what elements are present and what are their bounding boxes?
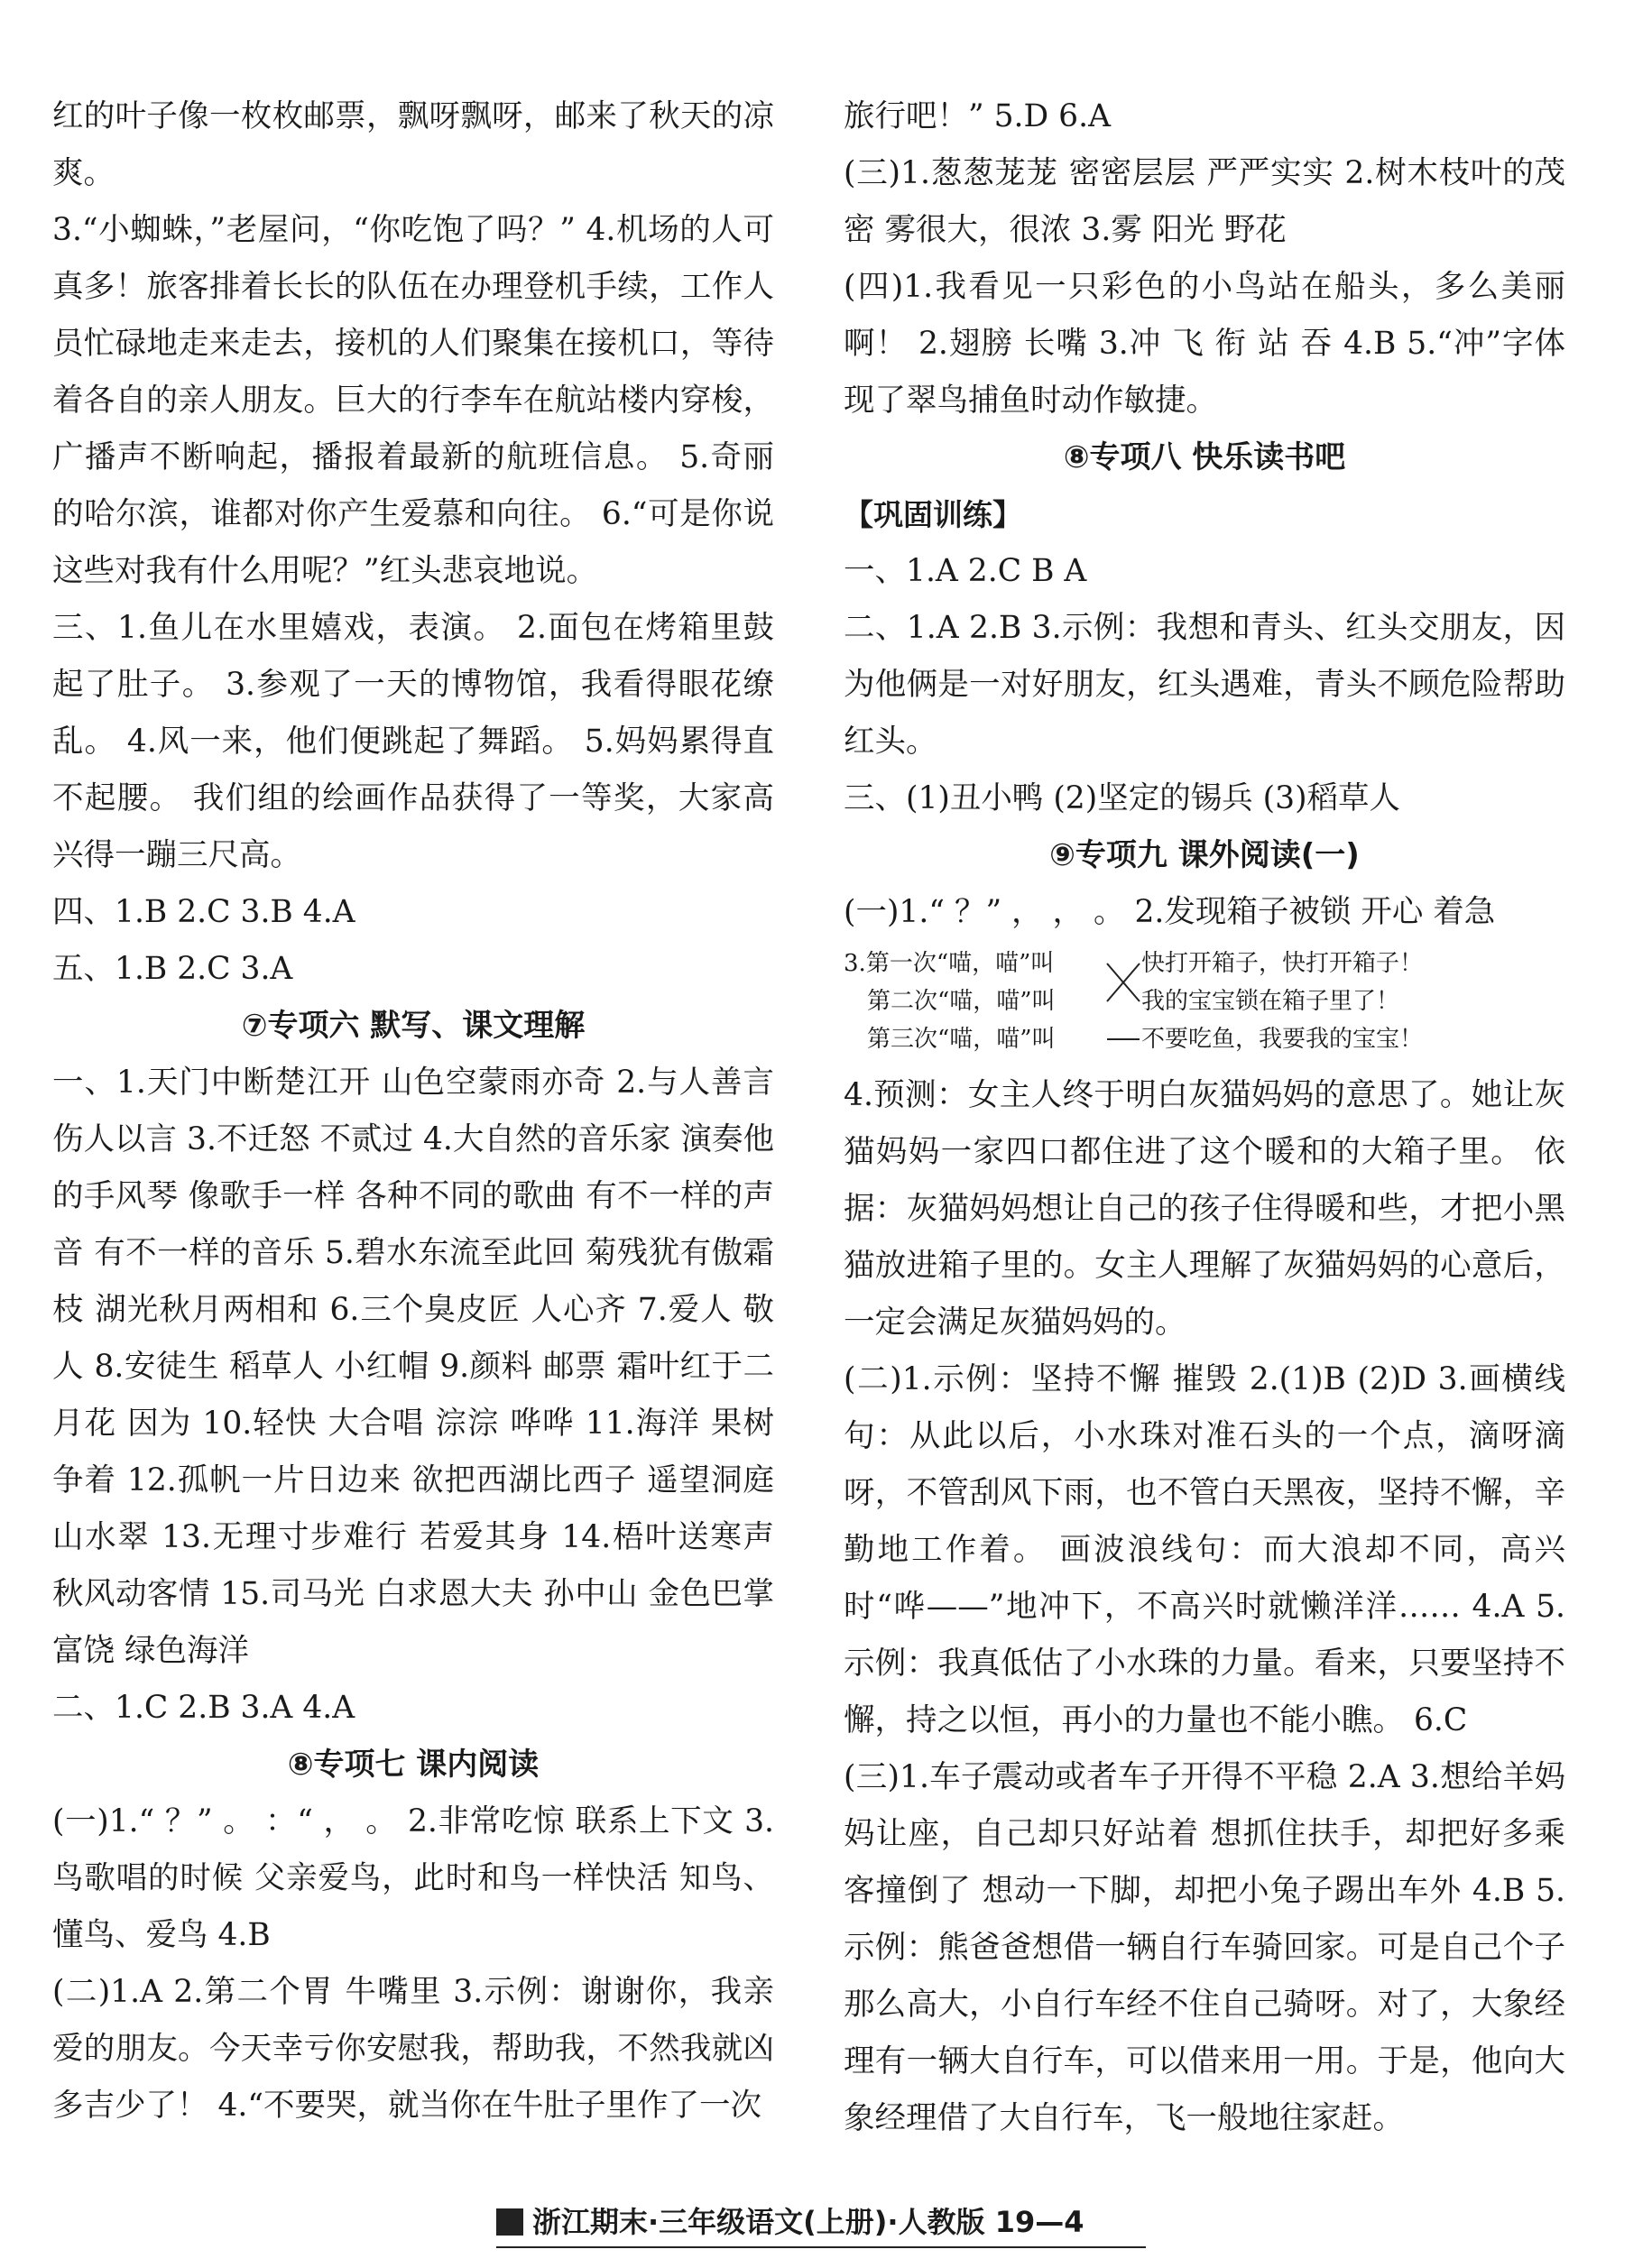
answer-paragraph: (一)1.“ ？” 。 ：“ ， 。 2.非常吃惊 联系上下文 3.鸟歌唱的时候 父亲爱鸟，此时和鸟一样快活 知鸟、懂鸟、爱鸟 4.B (52, 1803, 774, 1953)
match-right-item: 我的宝宝锁在箱子里了！ (1141, 988, 1400, 1015)
subsection-tag: 【巩固训练】 (844, 497, 1022, 532)
match-right-item: 不要吃鱼，我要我的宝宝！ (1141, 1026, 1424, 1053)
answer-paragraph: 一、1.天门中断楚江开 山色空蒙雨亦奇 2.与人善言 伤人以言 3.不迁怒 不贰过 4.大自然的音乐家 演奏他的手风琴 像歌手一样 各种不同的歌曲 有不一样的声音 有不一样的音乐 5.碧水东流至此回 菊残犹有傲霜枝 湖光秋月两相和 6.三个臭皮匠 人心齐 7.爱人 敬人 8.安徒生 稻草人 小红帽 9.颜料 邮票 霜叶红于二月花 因为 10.轻快 大合唱 淙淙 哗哗 11.海洋 果树 争着 12.孤帆一片日边来 欲把西湖比西子 遥望洞庭山水翠 13.无理寸步难行 若爱其身 14.梧叶送寒声 秋风动客情 15.司马光 白求恩大夫 孙中山 金色巴掌 富饶 绿色海洋 (52, 1065, 774, 1669)
answer-paragraph: (三)1.车子震动或者车子开得不平稳 2.A 3.想给羊妈妈让座，自己却只好站着 想抓住扶手，却把好多乘客撞倒了 想动一下脚，却把小兔子踢出车外 4.B 5.示例：熊爸爸想借一辆自行车骑回家。可是自己个子那么高大，小自行车经不住自己骑呀。对了，大象经理有一辆大自行车，可以借来用一用。于是，他向大象经理借了大自行车，飞一般地往家赶。 (844, 1759, 1565, 2136)
answer-paragraph: 一、1.A 2.C B A (844, 553, 1087, 589)
answer-paragraph: 三、1.鱼儿在水里嬉戏，表演。 2.面包在烤箱里鼓起了肚子。 3.参观了一天的博物馆，我看得眼花缭乱。 4.风一来，他们便跳起了舞蹈。 5.妈妈累得直不起腰。 我们组的绘画作品获得了一等奖，大家高兴得一蹦三尺高。 (52, 610, 774, 873)
left-column (52, 88, 774, 2134)
answer-paragraph: 旅行吧！” 5.D 6.A (844, 98, 1111, 134)
match-left-item: 第三次“喵，喵”叫 (867, 1026, 1056, 1053)
answer-paragraph: (二)1.A 2.第二个胃 牛嘴里 3.示例：谢谢你，我亲爱的朋友。今天幸亏你安慰我，帮助我，不然我就凶多吉少了！ 4.“不要哭，就当你在牛肚子里作了一次 (52, 1974, 774, 2124)
page-footer (496, 2201, 1146, 2248)
right-column (844, 88, 1565, 2147)
matching-diagram (844, 945, 1565, 1064)
match-left-item: 第二次“喵，喵”叫 (867, 988, 1056, 1015)
answer-paragraph: 3.“小蜘蛛，”老屋问，“你吃饱了吗？” 4.机场的人可真多！旅客排着长长的队伍在办理登机手续，工作人员忙碌地走来走去，接机的人们聚集在接机口，等待着各自的亲人朋友。巨大的行李车在航站楼内穿梭，广播声不断响起，播报着最新的航班信息。 5.奇丽的哈尔滨，谁都对你产生爱慕和向往。 6.“可是你说这些对我有什么用呢？”红头悲哀地说。 (52, 212, 774, 589)
match-prefix: 3. (844, 950, 866, 977)
match-left-list (844, 945, 1105, 1058)
footer-text: 浙江期末·三年级语文(上册)·人教版 19—4 (532, 2205, 1084, 2239)
answer-paragraph: (三)1.葱葱茏茏 密密层层 严严实实 2.树木枝叶的茂密 雾很大，很浓 3.雾 阳光 野花 (844, 155, 1565, 248)
match-left-item: 第一次“喵，喵”叫 (865, 950, 1055, 977)
answer-paragraph: 四、1.B 2.C 3.B 4.A (52, 894, 355, 930)
section-heading: ⑨专项九 课外阅读(一) (1049, 837, 1360, 873)
answer-paragraph: (四)1.我看见一只彩色的小鸟站在船头，多么美丽啊！ 2.翅膀 长嘴 3.冲 飞 衔 站 吞 4.B 5.“冲”字体现了翠鸟捕鱼时动作敏捷。 (844, 269, 1565, 419)
section-heading: ⑧专项八 快乐读书吧 (1063, 439, 1346, 475)
answer-paragraph: (一)1.“ ？” ， ， 。 2.发现箱子被锁 开心 着急 (844, 894, 1496, 930)
answer-paragraph: (二)1.示例：坚持不懈 摧毁 2.(1)B (2)D 3.画横线句：从此以后，小水珠对准石头的一个点，滴呀滴呀，不管刮风下雨，也不管白天黑夜，坚持不懈，辛勤地工作着。 画波浪线句：而大浪却不同，高兴时“哗——”地冲下，不高兴时就懒洋洋…… 4.A 5.示例：我真低估了小水珠的力量。看来，只要坚持不懈，持之以恒，再小的力量也不能小瞧。 6.C (844, 1361, 1565, 1738)
footer-square-icon (496, 2208, 523, 2236)
answer-paragraph: 二、1.A 2.B 3.示例：我想和青头、红头交朋友，因为他俩是一对好朋友，红头遇难，青头不顾危险帮助红头。 (844, 610, 1565, 760)
match-right-item: 快打开箱子，快打开箱子！ (1141, 950, 1424, 977)
match-lines (1105, 945, 1141, 1064)
answer-paragraph: 红的叶子像一枚枚邮票，飘呀飘呀，邮来了秋天的凉爽。 (52, 98, 774, 191)
match-right-list (1141, 945, 1574, 1058)
answer-paragraph: 4.预测：女主人终于明白灰猫妈妈的意思了。她让灰猫妈妈一家四口都住进了这个暖和的大箱子里。 依据：灰猫妈妈想让自己的孩子住得暖和些，才把小黑猫放进箱子里的。女主人理解了灰猫妈妈的心意后，一定会满足灰猫妈妈的。 (844, 1077, 1565, 1341)
answer-paragraph: 二、1.C 2.B 3.A 4.A (52, 1690, 355, 1726)
answer-paragraph: 三、(1)丑小鸭 (2)坚定的锡兵 (3)稻草人 (844, 780, 1401, 816)
answer-paragraph: 五、1.B 2.C 3.A (52, 951, 293, 987)
section-heading: ⑧专项七 课内阅读 (287, 1747, 540, 1783)
section-heading: ⑦专项六 默写、课文理解 (241, 1008, 586, 1044)
